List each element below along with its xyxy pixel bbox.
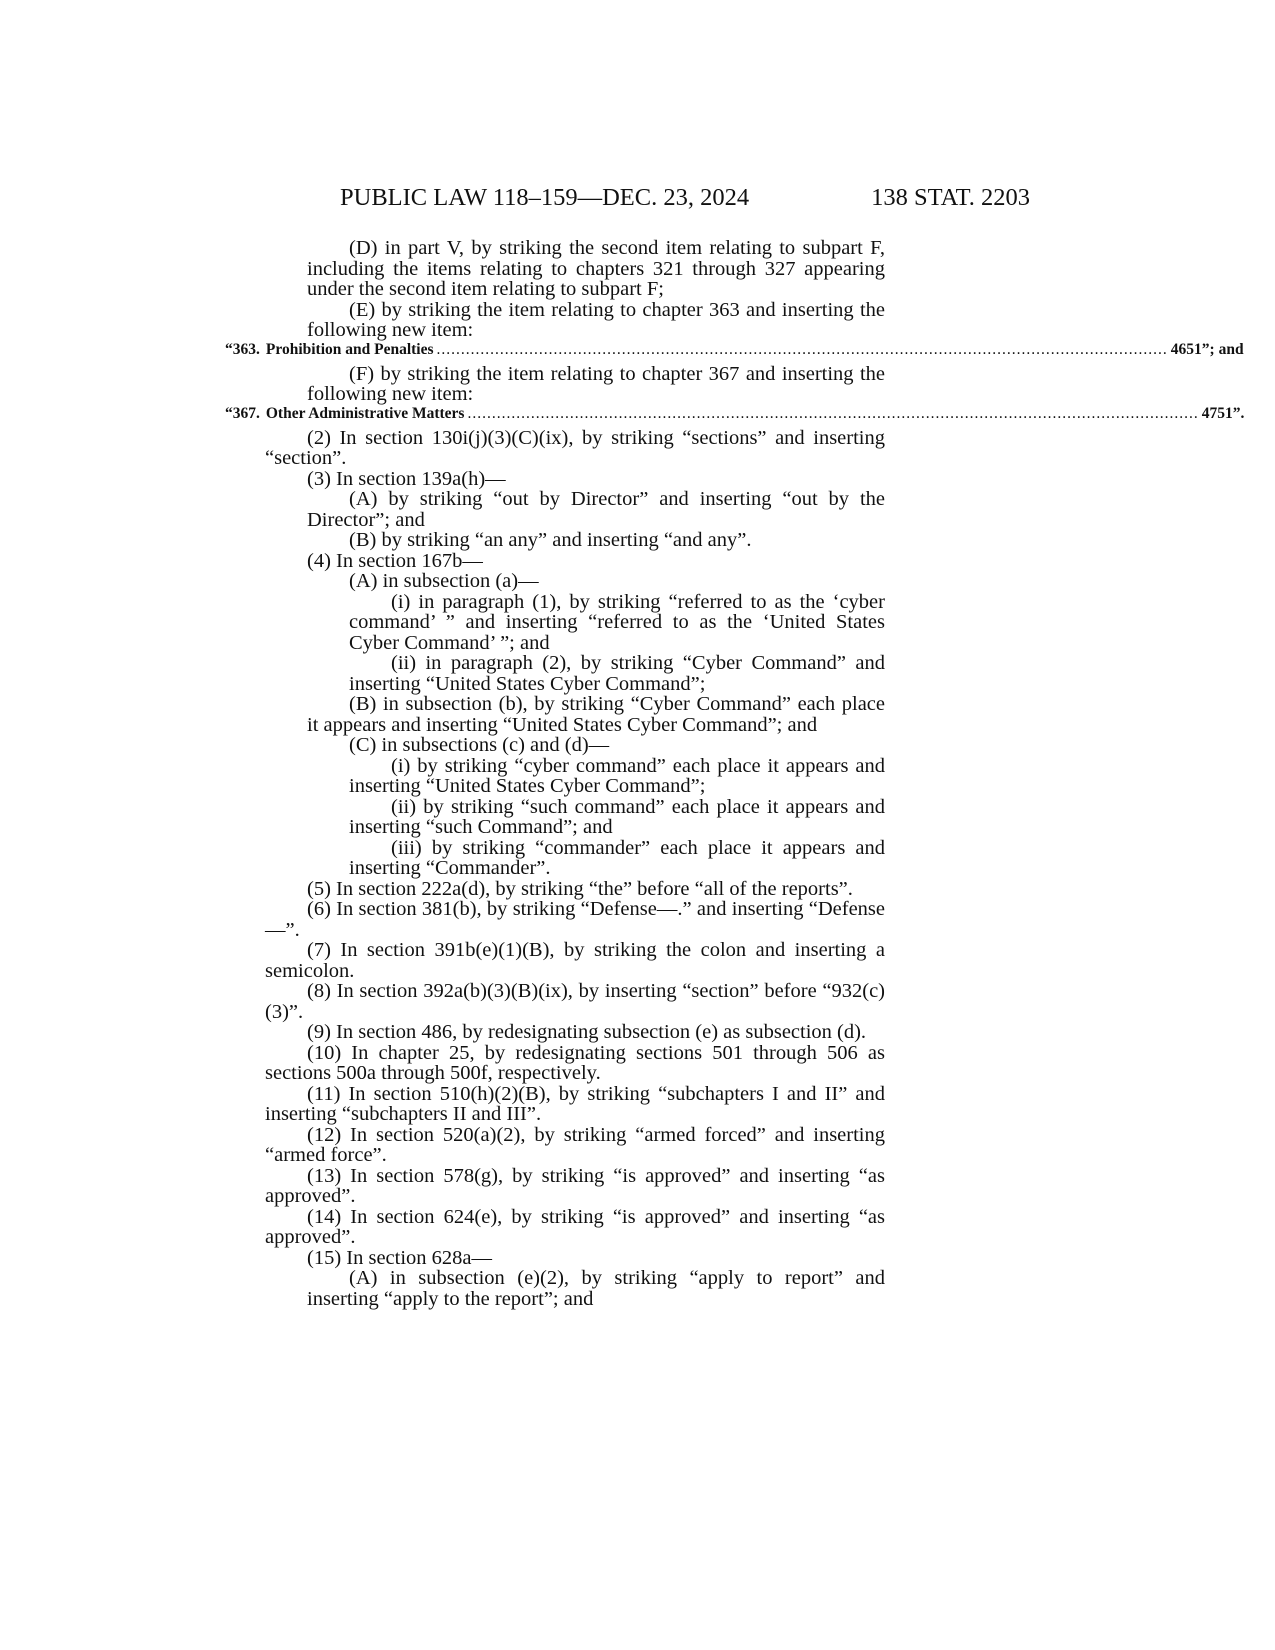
toc-item-page: 4651”; and bbox=[1170, 340, 1244, 358]
paragraph-3: (3) In section 139a(h)— bbox=[307, 467, 506, 490]
toc-item-title: Prohibition and Penalties bbox=[265, 340, 434, 358]
toc-leader-dots: ...................................................................................................................................................... bbox=[436, 340, 1168, 358]
paragraph-4: (4) In section 167b— bbox=[307, 549, 483, 572]
paragraph-4-A-ii: (ii) in paragraph (2), by striking “Cyber Command” and inserting “United States Cyber Command”; bbox=[349, 652, 885, 695]
paragraph-6: (6) In section 381(b), by striking “Defense—.” and inserting “Defense—”. bbox=[265, 898, 885, 941]
paragraph-4-C-ii: (ii) by striking “such command” each place it appears and inserting “such Command”; and bbox=[349, 795, 885, 838]
paragraph-4-B: (B) in subsection (b), by striking “Cyber Command” each place it appears and inserting “United States Cyber Command”; and bbox=[307, 693, 885, 736]
toc-item-page: 4751”. bbox=[1201, 404, 1245, 422]
paragraph-10: (10) In chapter 25, by redesignating sections 501 through 506 as sections 500a through 500f, respectively. bbox=[265, 1041, 885, 1084]
paragraph-E: (E) by striking the item relating to chapter 363 and inserting the following new item: bbox=[307, 298, 885, 341]
paragraph-15-A: (A) in subsection (e)(2), by striking “apply to report” and inserting “apply to the report”; and bbox=[307, 1267, 885, 1310]
toc-item-title: Other Administrative Matters bbox=[265, 404, 465, 422]
paragraph-4-A-i: (i) in paragraph (1), by striking “referred to as the ‘cyber command’ ” and inserting “referred to as the ‘United States Cyber Command’ ”; and bbox=[349, 590, 885, 654]
paragraph-15: (15) In section 628a— bbox=[307, 1246, 493, 1269]
paragraph-11: (11) In section 510(h)(2)(B), by striking “subchapters I and II” and inserting “subchapters II and III”. bbox=[265, 1082, 885, 1125]
paragraph-3-B: (B) by striking “an any” and inserting “and any”. bbox=[349, 529, 752, 551]
toc-item-363 bbox=[225, 340, 1244, 358]
paragraph-4-A: (A) in subsection (a)— bbox=[349, 570, 539, 592]
toc-leader-dots: ...................................................................................................................................................... bbox=[467, 404, 1199, 422]
stat-page-number: 138 STAT. 2203 bbox=[871, 184, 1030, 211]
toc-item-number: “363. bbox=[225, 340, 260, 358]
paragraph-4-C-iii: (iii) by striking “commander” each place it appears and inserting “Commander”. bbox=[349, 836, 885, 879]
paragraph-13: (13) In section 578(g), by striking “is approved” and inserting “as approved”. bbox=[265, 1164, 885, 1207]
toc-item-367 bbox=[225, 404, 1245, 422]
paragraph-7: (7) In section 391b(e)(1)(B), by striking the colon and inserting a semicolon. bbox=[265, 939, 885, 982]
paragraph-12: (12) In section 520(a)(2), by striking “armed forced” and inserting “armed force”. bbox=[265, 1123, 885, 1166]
toc-item-number: “367. bbox=[225, 404, 260, 422]
paragraph-D: (D) in part V, by striking the second item relating to subpart F, including the items relating to chapters 321 through 327 appearing under the second item relating to subpart F; bbox=[307, 237, 885, 300]
paragraph-F: (F) by striking the item relating to chapter 367 and inserting the following new item: bbox=[307, 362, 885, 405]
paragraph-5: (5) In section 222a(d), by striking “the” before “all of the reports”. bbox=[307, 877, 853, 900]
paragraph-8: (8) In section 392a(b)(3)(B)(ix), by inserting “section” before “932(c)(3)”. bbox=[265, 980, 885, 1023]
public-law-citation: PUBLIC LAW 118–159—DEC. 23, 2024 bbox=[340, 184, 750, 211]
document-body bbox=[225, 237, 1245, 1310]
paragraph-4-C-i: (i) by striking “cyber command” each place it appears and inserting “United States Cyber Command”; bbox=[349, 754, 885, 797]
paragraph-9: (9) In section 486, by redesignating subsection (e) as subsection (d). bbox=[307, 1021, 867, 1043]
paragraph-2: (2) In section 130i(j)(3)(C)(ix), by striking “sections” and inserting “section”. bbox=[265, 426, 885, 469]
paragraph-4-C: (C) in subsections (c) and (d)— bbox=[349, 734, 610, 756]
paragraph-3-A: (A) by striking “out by Director” and inserting “out by the Director”; and bbox=[307, 488, 885, 531]
paragraph-14: (14) In section 624(e), by striking “is approved” and inserting “as approved”. bbox=[265, 1205, 885, 1248]
